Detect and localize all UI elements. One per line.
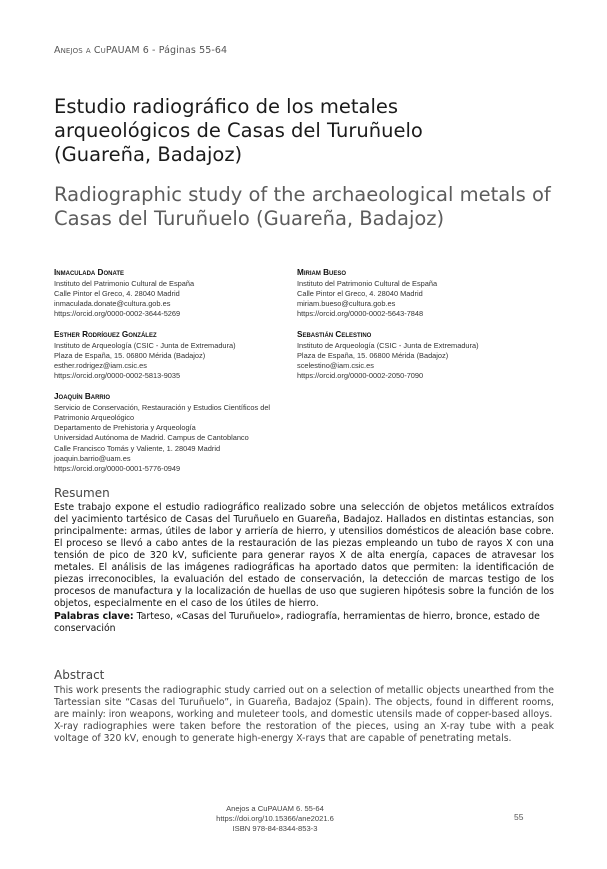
author-affiliation: Instituto de Arqueología (CSIC - Junta de Extremadura) — [297, 340, 479, 350]
journal-name: Anejos a CuPAUAM 6 — [54, 45, 149, 56]
author-address: Plaza de España, 15. 06800 Mérida (Badajoz) — [297, 350, 449, 360]
author-name: Miriam Bueso — [297, 268, 347, 277]
author-affiliation: Instituto del Patrimonio Cultural de España — [297, 278, 438, 288]
author-name: Sebastián Celestino — [297, 330, 372, 339]
author-card — [54, 330, 236, 382]
author-name: Joaquín Barrio — [54, 392, 111, 401]
resumen-heading: Resumen — [54, 486, 110, 500]
header-separator: - — [148, 45, 159, 56]
author-email[interactable]: joaquin.barrio@uam.es — [54, 453, 131, 463]
author-affiliation: Instituto de Arqueología (CSIC - Junta de Extremadura) — [54, 340, 236, 350]
author-email[interactable]: scelestino@iam.csic.es — [297, 361, 374, 371]
keywords-label: Palabras clave: — [54, 611, 134, 622]
author-address: Calle Pintor el Greco, 4. 28040 Madrid — [54, 288, 180, 298]
page-number: 55 — [514, 812, 524, 822]
author-address: Plaza de España, 15. 06800 Mérida (Badajoz) — [54, 350, 206, 360]
author-orcid[interactable]: https://orcid.org/0000-0002-3644-5269 — [54, 309, 181, 319]
author-email[interactable]: esther.rodrigez@iam.csic.es — [54, 361, 147, 371]
author-orcid[interactable]: https://orcid.org/0000-0001-5776-0949 — [54, 463, 181, 473]
footer-doi[interactable]: https://doi.org/10.15366/ane2021.6 — [216, 814, 334, 823]
abstract-paragraph: X-ray radiographies were taken before the restoration of the pieces, using an X-ray tube with a peak voltage of 320 kV, enough to generate high-energy X-rays that are capable of penetrating metals. — [54, 721, 554, 744]
author-affiliation: Instituto del Patrimonio Cultural de España — [54, 278, 195, 288]
author-card — [54, 268, 194, 320]
author-orcid[interactable]: https://orcid.org/0000-0002-2050-7090 — [297, 371, 424, 381]
resumen-text: Este trabajo expone el estudio radiográfico realizado sobre una selección de objetos metálicos extraídos del yacimiento tartésico de Casas del Turuñuelo en Guareña, Badajoz. Hallados en distintas estancias, son principalmente: armas, útiles de labor y arriería de hierro, y utensilios domésticos de aleación base cobre. El proceso se llevó a cabo antes de la restauración de las piezas empleando un tubo de rayos X con una tensión de pico de 320 kV, suficiente para generar rayos X de alta energía, capaces de atravesar los metales. El análisis de las imágenes radiográficas ha aportado datos que permiten: la identificación de piezas irreconocibles, la evaluación del estado de conservación, la detección de marcas testigo de los procesos de manufactura y la localización de huellas de uso que sugieren hipótesis sobre la función de los objetos, especialmente en el caso de los útiles de hierro. — [54, 502, 554, 609]
author-address: Calle Pintor el Greco, 4. 28040 Madrid — [297, 288, 423, 298]
author-affiliation: Servicio de Conservación, Restauración y Estudios Científicos del — [54, 402, 271, 412]
author-address: Calle Francisco Tomás y Valiente, 1. 28049 Madrid — [54, 443, 221, 453]
abstract-body — [54, 685, 554, 745]
author-card — [297, 330, 479, 382]
running-header — [54, 45, 227, 56]
author-email[interactable]: inmaculada.donate@cultura.gob.es — [54, 299, 171, 309]
abstract-paragraph: This work presents the radiographic study carried out on a selection of metallic objects unearthed from the Tartessian site “Casas del Turuñuelo”, in Guareña, Badajoz (Spain). The objects, found in different rooms, are mainly: iron weapons, working and muleteer tools, and domestic utensils made of copper-based alloys. — [54, 685, 554, 720]
author-university: Universidad Autónoma de Madrid. Campus de Cantoblanco — [54, 433, 249, 443]
author-affiliation-cont: Patrimonio Arqueológico — [54, 412, 135, 422]
title-spanish: Estudio radiográfico de los metales arqueológicos de Casas del Turuñuelo (Guareña, Badajoz) — [54, 95, 423, 166]
footer-journal: Anejos a CuPAUAM 6. 55-64 — [226, 804, 324, 813]
page-range: Páginas 55-64 — [158, 45, 228, 56]
author-email[interactable]: miriam.bueso@cultura.gob.es — [297, 299, 396, 309]
author-name: Inmaculada Donate — [54, 268, 125, 277]
author-orcid[interactable]: https://orcid.org/0000-0002-5643-7848 — [297, 309, 424, 319]
author-orcid[interactable]: https://orcid.org/0000-0002-5813-9035 — [54, 371, 181, 381]
resumen-body — [54, 502, 554, 610]
author-card — [54, 392, 270, 474]
keywords-list: Tarteso, «Casas del Turuñuelo», radiografía, herramientas de hierro, bronce, estado de conservación — [54, 611, 540, 634]
keywords — [54, 611, 554, 635]
abstract-heading: Abstract — [54, 668, 105, 682]
page-footer — [200, 804, 350, 834]
author-department: Departamento de Prehistoria y Arqueología — [54, 423, 196, 433]
footer-isbn: ISBN 978-84-8344-853-3 — [232, 824, 318, 833]
author-card — [297, 268, 437, 320]
author-name: Esther Rodríguez González — [54, 330, 157, 339]
title-english: Radiographic study of the archaeological metals of Casas del Turuñuelo (Guareña, Badajoz) — [54, 183, 551, 230]
